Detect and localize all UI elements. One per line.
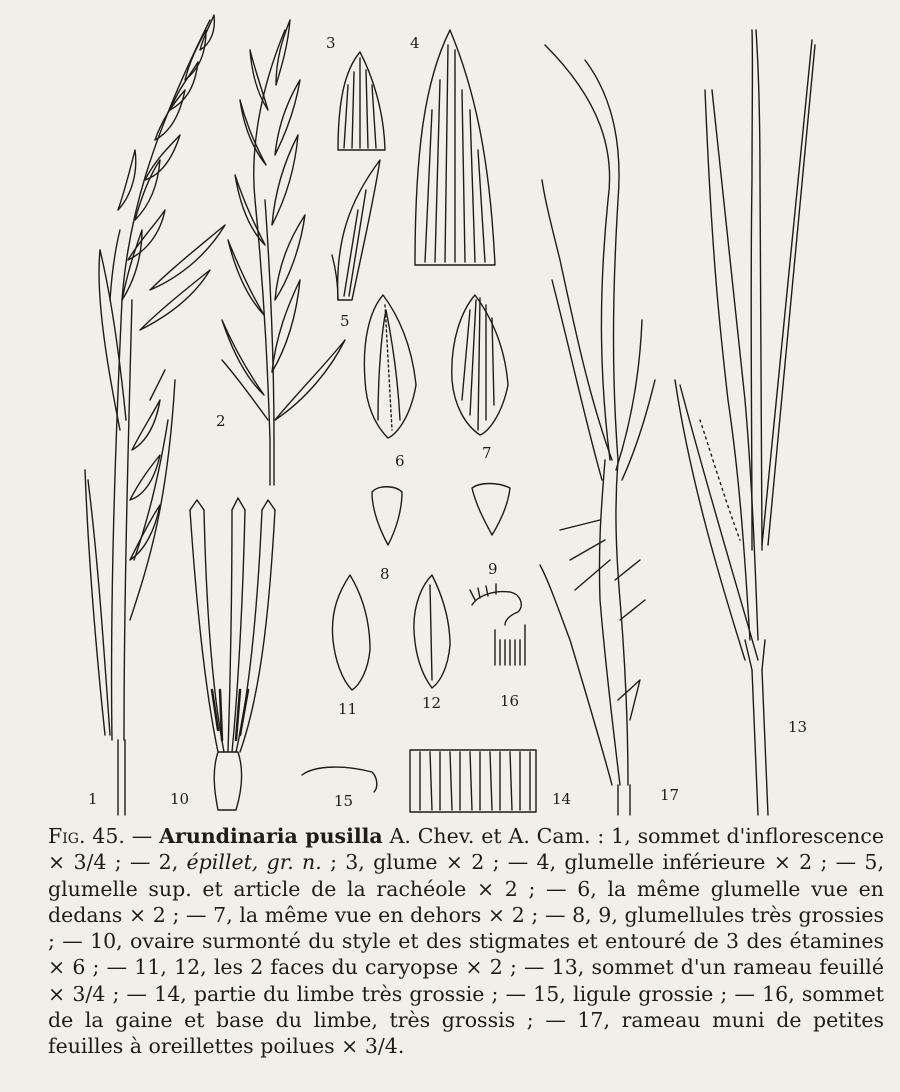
caption-text-part2: ; 3, glume ⨯ 2 ; — 4, glumelle inférieure ⨯ 2 ; — 5, glumelle sup. et article de la rachéole ⨯ 2 ; — 6, la même glumelle vue en dedans ⨯ 2 ; — 7, la même vue en dehors ⨯ 2 ; — 8, 9, glumellules très grossies ; — 10, ovaire surmonté du style et des stigmates et entouré de 3 des étamines ⨯ 6 ; — 11, 12, les 2 faces du caryopse ⨯ 2 ; — 13, sommet d'un rameau feuillé ⨯ 3/4 ; — 14, partie du limbe très grossie ; — 15, ligule grossie ; — 16, sommet de la gaine et base du limbe, très grossis ; — 17, rameau muni de petites feuilles à oreillettes poilues ⨯ 3/4.	[48, 850, 884, 1059]
label-13: 13	[788, 718, 808, 736]
figure-caption	[48, 823, 884, 1060]
label-5: 5	[340, 312, 350, 330]
label-1: 1	[88, 790, 98, 808]
caryopsis-drawing	[332, 575, 450, 690]
label-11: 11	[338, 700, 358, 718]
label-16: 16	[500, 692, 520, 710]
spikelet-drawing	[222, 20, 345, 485]
caption-authors: A. Chev. et A. Cam. :	[389, 824, 605, 848]
ovary-stamens-drawing	[190, 498, 275, 810]
label-2: 2	[216, 412, 226, 430]
caption-text-part1: 1, sommet d'inflorescence ⨯ 3/4 ; — 2,	[48, 824, 884, 875]
caption-species-name: Arundinaria pusilla	[159, 824, 383, 848]
inflorescence-drawing	[85, 15, 225, 815]
glumelle-inside-drawing	[364, 295, 416, 438]
label-14: 14	[552, 790, 572, 808]
caption-figure-number: Fig. 45. —	[48, 824, 153, 848]
label-6: 6	[395, 452, 405, 470]
label-7: 7	[482, 444, 492, 462]
lower-glumelle-drawing	[415, 30, 495, 265]
label-9: 9	[488, 560, 498, 578]
lodicules-drawing	[372, 484, 510, 546]
label-8: 8	[380, 565, 390, 583]
label-3: 3	[326, 34, 336, 52]
label-12: 12	[422, 694, 442, 712]
label-17: 17	[660, 786, 680, 804]
blade-detail-drawing	[410, 750, 536, 812]
glumelle-outside-drawing	[452, 295, 508, 435]
sheath-top-drawing	[470, 584, 525, 665]
leafy-branch-drawing	[675, 30, 815, 815]
ligule-drawing	[302, 767, 377, 792]
small-leaf-branch-drawing	[540, 45, 655, 815]
caption-text-italic: épillet, gr. n.	[186, 850, 322, 875]
label-15: 15	[334, 792, 354, 810]
glume-drawing	[338, 52, 385, 150]
upper-glumelle-drawing	[332, 160, 380, 300]
label-10: 10	[170, 790, 190, 808]
label-4: 4	[410, 34, 420, 52]
